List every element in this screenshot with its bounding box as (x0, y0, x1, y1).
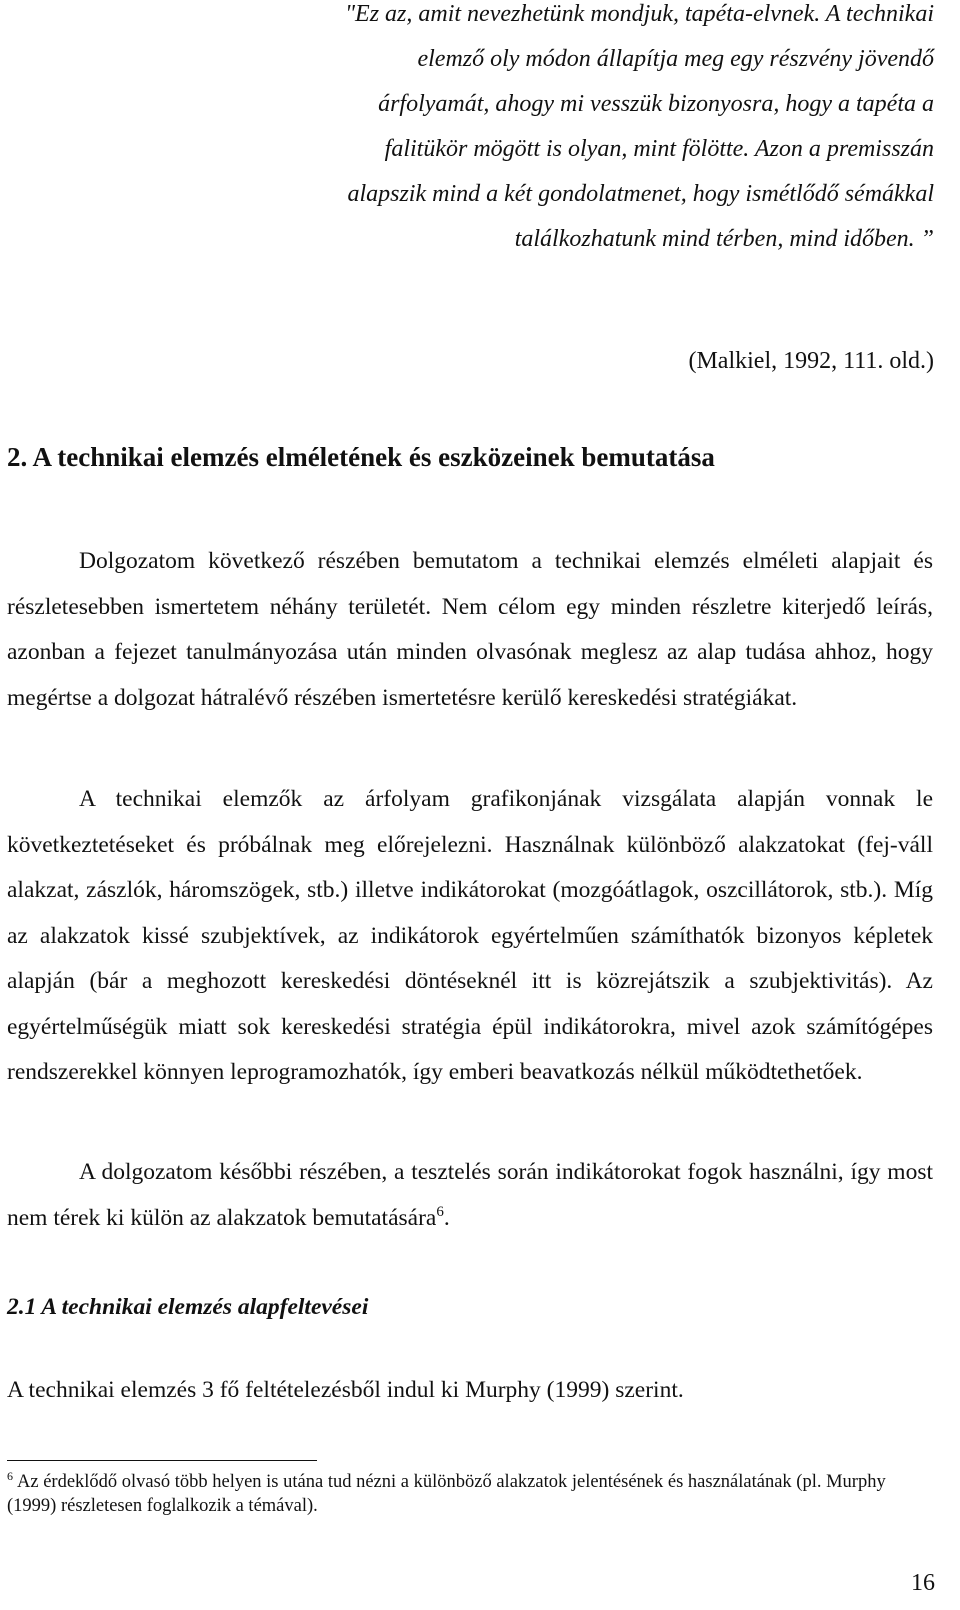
paragraph-intro-text: Dolgozatom következő részében bemutatom a technikai elemzés elméleti alapjait és részletesebben ismertetem néhány területét. Nem célom egy minden részletre kiterjedő leírás, azonban a fejezet tanulmányozása után minden olvasónak meglesz az alap tudása ahhoz, hogy megértse a dolgozat hátralévő részében ismertetésre kerülő kereskedési stratégiákat. (7, 548, 933, 711)
paragraph-indicators-text: A dolgozatom későbbi részében, a tesztelés során indikátorokat fogok használni, így most nem térek ki külön az alakzatok bemutatására (7, 1159, 933, 1231)
paragraph-indicators (7, 1150, 933, 1241)
footnote-reference[interactable]: 6 (436, 1203, 444, 1220)
footnote-number: 6 (7, 1468, 13, 1483)
footnote-separator (7, 1460, 317, 1461)
footnote-text: Az érdeklődő olvasó több helyen is utána tud nézni a különböző alakzatok jelentésének és használatának (pl. Murphy (1999) részletesen foglalkozik a témával). (7, 1472, 886, 1516)
subsection-heading: 2.1 A technikai elemzés alapfeltevései (7, 1294, 369, 1320)
block-quote: "Ez az, amit nevezhetünk mondjuk, tapéta-elvnek. A technikai elemző oly módon állapítja meg egy részvény jövendő árfolyamát, ahogy mi vesszük bizonyosra, hogy a tapéta a falitükör mögött is olyan, mint fölötte. Azon a premisszán alapszik mind a két gondolatmenet, hogy ismétlődő sémákkal találkozhatunk mind térben, mind időben. ” (344, 1, 934, 252)
paragraph-analysts (7, 777, 933, 1096)
section-heading: 2. A technikai elemzés elméletének és eszközeinek bemutatása (7, 442, 715, 472)
paragraph-intro (7, 539, 933, 721)
page-number: 16 (911, 1570, 935, 1596)
footnote (7, 1470, 933, 1518)
paragraph-indicators-end: . (443, 1204, 450, 1231)
paragraph-analysts-text: A technikai elemzők az árfolyam grafikonjának vizsgálata alapján vonnak le következtetéseket és próbálnak meg előrejelezni. Használnak különböző alakzatokat (fej-váll alakzat, zászlók, háromszögek, stb.) illetve indikátorokat (mozgóátlagok, oszcillátorok, stb.). Míg az alakzatok kissé szubjektívek, az indikátorok egyértelműen számíthatók bizonyos képletek alapján (bár a meghozott kereskedési döntéseknél itt is közrejátszik a szubjektivitás). Az egyértelműségük miatt sok kereskedési stratégia épül indikátorokra, mivel azok számítógépes rendszerekkel könnyen leprogramozhatók, így emberi beavatkozás nélkül működtethetőek. (7, 786, 933, 1085)
quote-citation: (Malkiel, 1992, 111. old.) (688, 348, 934, 374)
subsection-paragraph: A technikai elemzés 3 fő feltételezésből indul ki Murphy (1999) szerint. (7, 1377, 684, 1403)
